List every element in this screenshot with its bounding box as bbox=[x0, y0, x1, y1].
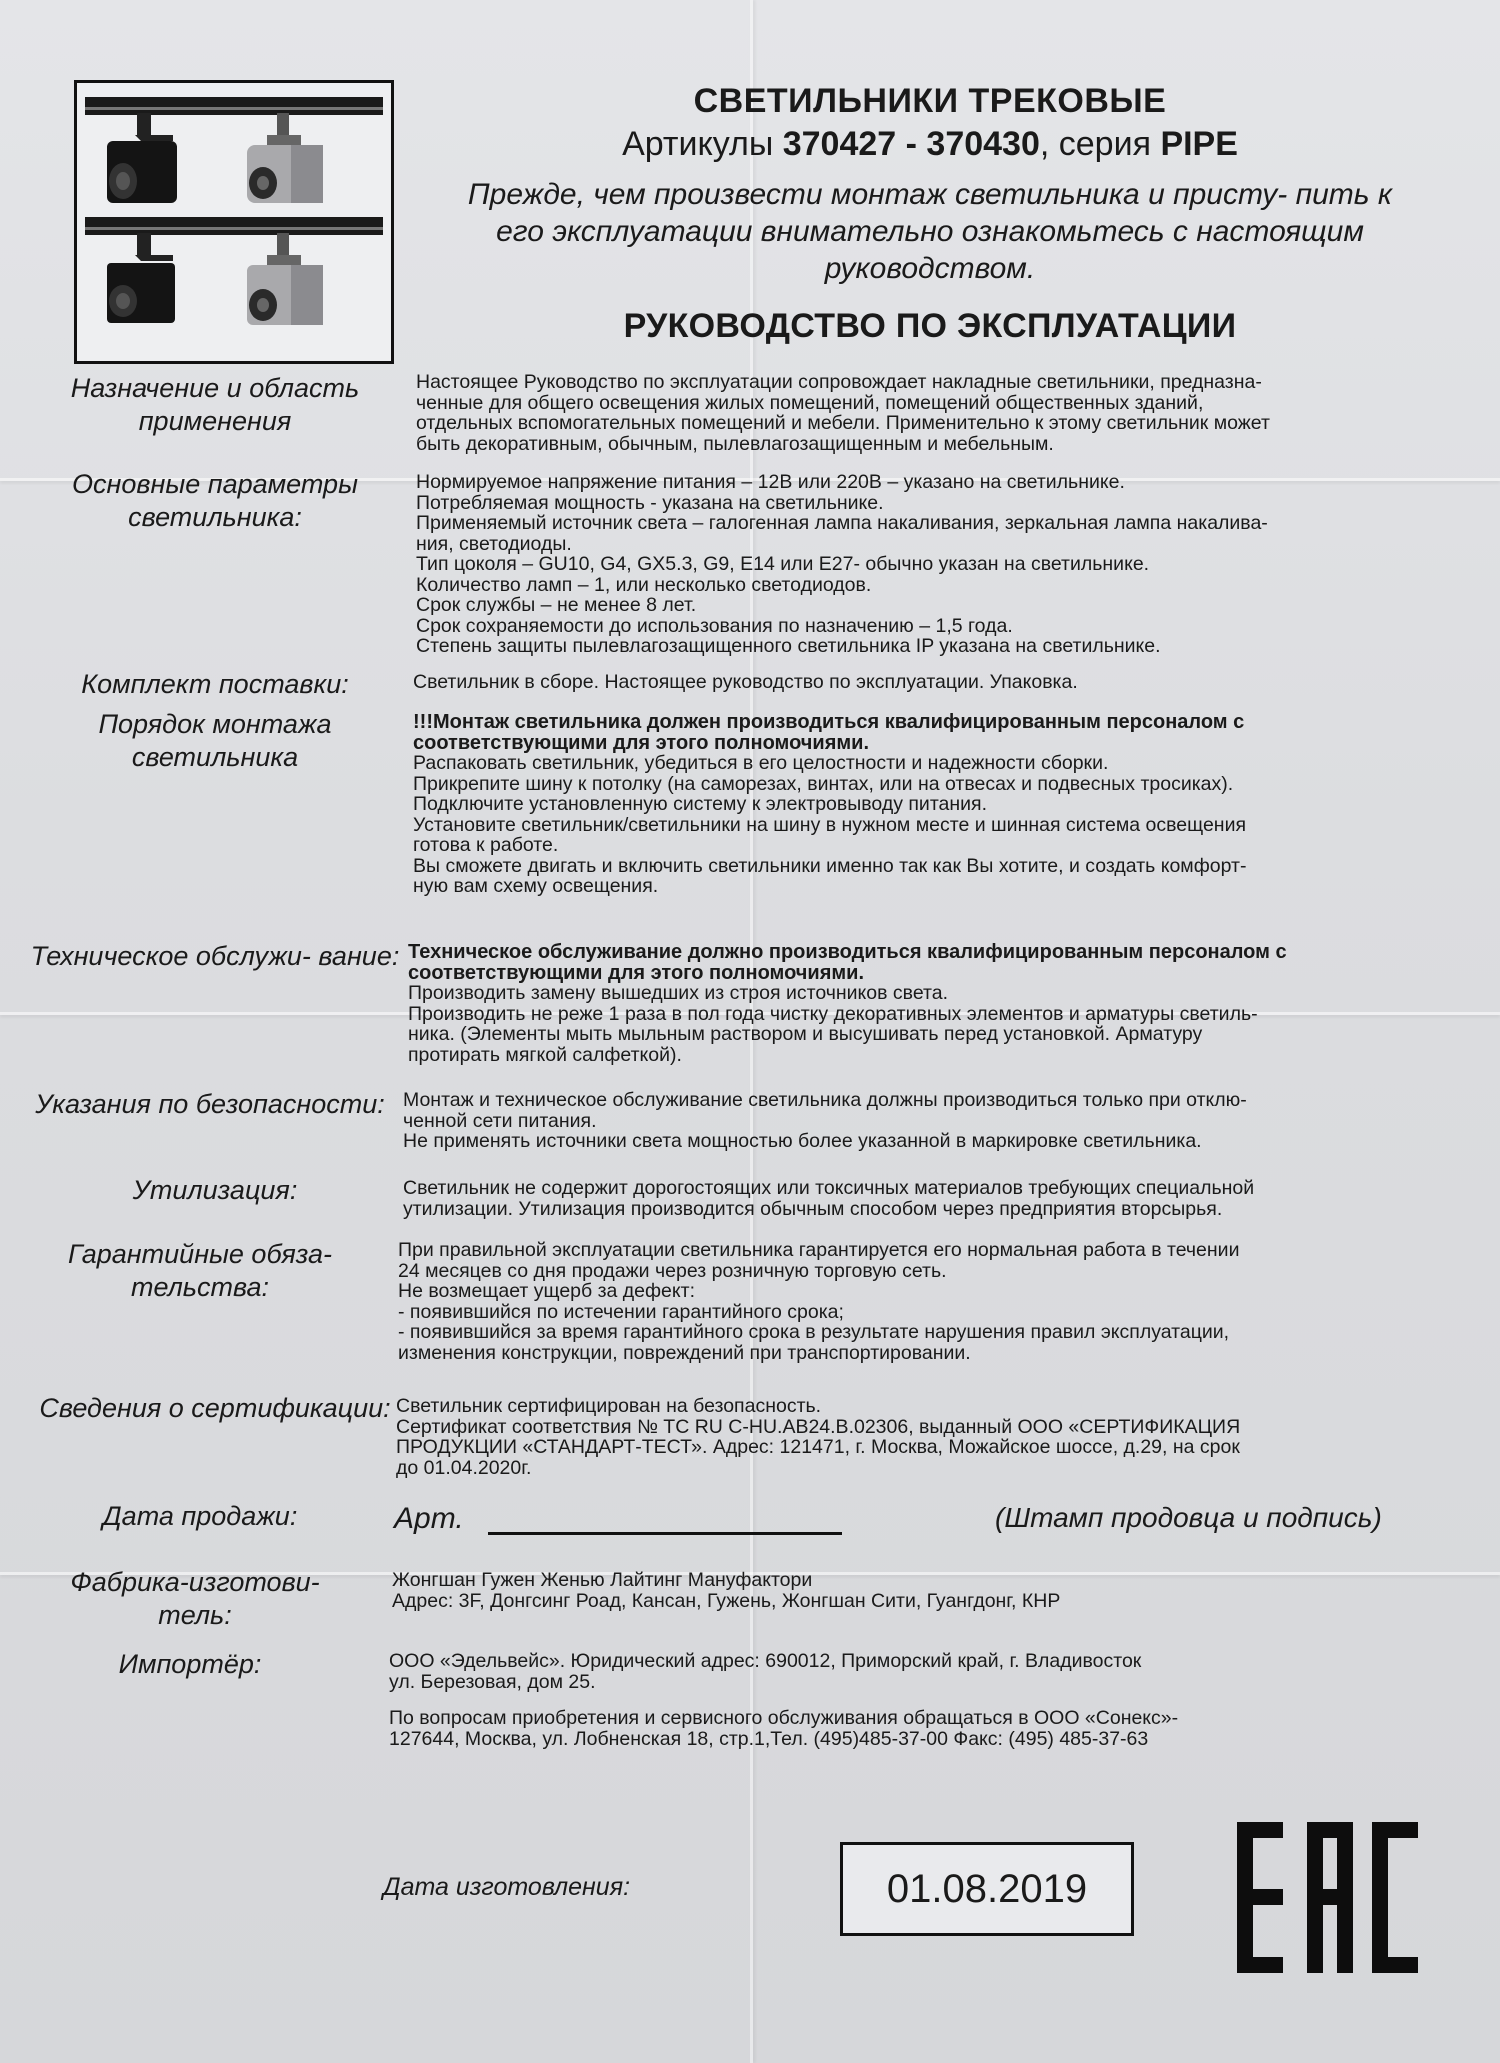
section-text: Жонгшан Гужен Женью Лайтинг Мануфактори Адрес: 3F, Донгсинг Роад, Кансан, Гужень, Жонгшан Сити, Гуангдонг, КНР bbox=[392, 1569, 1061, 1612]
article-blank-line bbox=[488, 1532, 842, 1535]
warning-text: Прежде, чем произвести монтаж светильника и присту- пить к его эксплуатации внимательно ознакомьтесь с настоящим руководством. bbox=[467, 178, 1393, 285]
section-text: Техническое обслуживание должно производиться квалифицированным персоналом с соответствующими для этого полномочиями. Производить замену вышедших из строя источников света. Производить не реже 1 раза в пол года чистку декоративных элементов и арматуры светиль- ника. (Элементы мыть мыльным раствором и высушивать перед установкой. Арматуру протирать мягкой салфеткой). bbox=[408, 941, 1287, 1066]
manufacture-date-label: Дата изготовления: bbox=[383, 1873, 631, 1901]
product-photo bbox=[74, 80, 394, 364]
section-label: Назначение и область применения bbox=[70, 373, 360, 436]
section-label: Комплект поставки: bbox=[81, 669, 349, 699]
series-name: PIPE bbox=[1160, 125, 1238, 163]
section-text: Настоящее Руководство по эксплуатации сопровождает накладные светильники, предназна- ченные для общего освещения жилых помещений, помещений общественных зданий, отдельных вспомогательных помещений и мебели. Применительно к этому светильник может быть декоративным, обычным, пылевлагозащищенным и мебельным. bbox=[416, 371, 1270, 455]
section-label: Указания по безопасности: bbox=[35, 1089, 385, 1119]
eac-logo bbox=[1235, 1820, 1420, 1975]
articles-line: Артикулы 370427 - 370430, серия PIPE bbox=[622, 125, 1238, 163]
section-text: При правильной эксплуатации светильника гарантируется его нормальная работа в течении 24 месяцев со дня продажи через розничную торговую сеть. Не возмещает ущерб за дефект: - появившийся по истечении гарантийного срока; - появившийся за время гарантийного срока в результате нарушения правил эксплуатации, изменения конструкции, повреждений при транспортировании. bbox=[398, 1239, 1240, 1364]
section-label: Импортёр: bbox=[118, 1649, 262, 1679]
section-text: Светильник в сборе. Настоящее руководство по эксплуатации. Упаковка. bbox=[413, 671, 1078, 693]
section-text: Нормируемое напряжение питания – 12В или 220В – указано на светильнике. Потребляемая мощность - указана на светильнике. Применяемый источник света – галогенная лампа накаливания, зеркальная лампа накалива- ния, светодиоды. Тип цоколя – GU10, G4, GX5.3, G9, E14 или E27- обычно указан на светильнике. Количество ламп – 1, или несколько светодиодов. Срок службы – не менее 8 лет. Срок сохраняемости до использования по назначению – 1,5 года. Степень защиты пылевлагозащищенного светильника IP указана на светильнике. bbox=[416, 471, 1268, 657]
section-label: Основные параметры светильника: bbox=[72, 469, 358, 532]
section-label: Гарантийные обяза- тельства: bbox=[67, 1239, 333, 1302]
stamp-signature-label: (Штамп продовца и подпись) bbox=[995, 1502, 1382, 1533]
section-text: !!!Монтаж светильника должен производиться квалифицированным персоналом с соответствующими для этого полномочиями. Распаковать светильник, убедиться в его целостности и надежности сборки. Прикрепите шину к потолку (на саморезах, винтах, или на отвесах и подвесных тросиках). Подключите установленную систему к электровыводу питания. Установите светильник/светильники на шину в нужном месте и шинная система освещения готова к работе. Вы сможете двигать и включить светильники именно так как Вы хотите, и создать комфорт- ную вам схему освещения. bbox=[413, 711, 1247, 897]
section-label: Порядок монтажа светильника bbox=[98, 709, 332, 772]
manufacture-date-box: 01.08.2019 bbox=[840, 1842, 1134, 1936]
section-text: ООО «Эдельвейс». Юридический адрес: 690012, Приморский край, г. Владивосток ул. Березовая, дом 25. По вопросам приобретения и сервисного обслуживания обращаться в ООО «Сонекс»- 127644, Москва, ул. Лобненская 18, стр.1,Тел. (495)485-37-00 Факс: (495) 485-37-63 bbox=[389, 1650, 1179, 1750]
header bbox=[420, 80, 1440, 346]
doc-title: СВЕТИЛЬНИКИ ТРЕКОВЫЕ bbox=[693, 82, 1167, 120]
section-label: Техническое обслужи- вание: bbox=[30, 941, 400, 971]
section-text: Монтаж и техническое обслуживание светильника должны производиться только при отклю- ченной сети питания. Не применять источники света мощностью более указанной в маркировке светильника. bbox=[403, 1089, 1247, 1152]
section-text: Светильник не содержит дорогостоящих или токсичных материалов требующих специальной утилизации. Утилизация производится обычным способом через предприятия вторсырья. bbox=[403, 1177, 1255, 1220]
section-label: Сведения о сертификации: bbox=[39, 1393, 391, 1423]
manual-title: РУКОВОДСТВО ПО ЭКСПЛУАТАЦИИ bbox=[623, 307, 1237, 345]
article-label: Арт. bbox=[394, 1502, 464, 1535]
section-text: Светильник сертифицирован на безопасность. Сертификат соответствия № ТС RU C-HU.AB24.B.02306, выданный ООО «СЕРТИФИКАЦИЯ ПРОДУКЦИИ «СТАНДАРТ-ТЕСТ». Адрес: 121471, г. Москва, Можайское шоссе, д.29, на срок до 01.04.2020г. bbox=[396, 1395, 1241, 1479]
sale-date-row bbox=[30, 1500, 1470, 1560]
article-numbers: 370427 - 370430 bbox=[782, 125, 1040, 163]
sale-date-label: Дата продажи: bbox=[102, 1501, 298, 1531]
section-label: Фабрика-изготови- тель: bbox=[70, 1567, 320, 1630]
section-label: Утилизация: bbox=[132, 1175, 298, 1205]
